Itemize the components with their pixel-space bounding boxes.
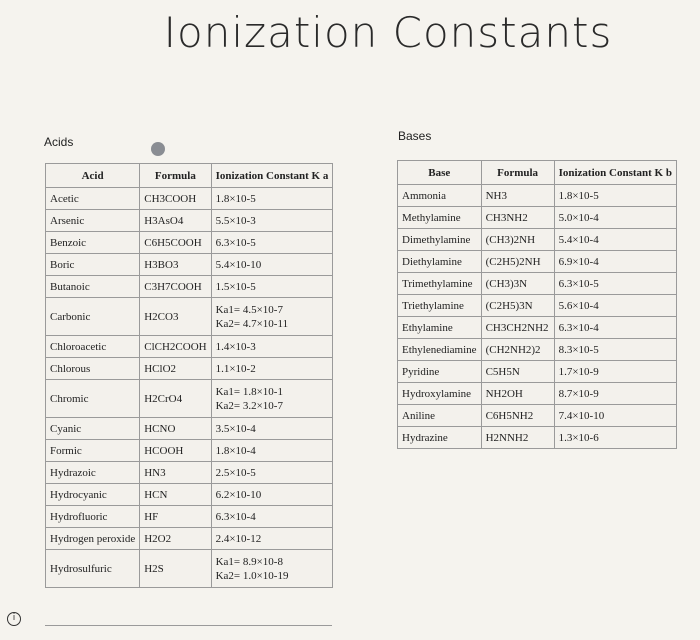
name-cell: Hydrogen peroxide xyxy=(46,528,140,550)
constant-ka1: Ka1= 1.8×10-1 xyxy=(215,385,283,398)
name-cell: Aniline xyxy=(398,405,482,427)
name-cell: Benzoic xyxy=(46,232,140,254)
constant-cell: 5.0×10-4 xyxy=(554,207,676,229)
name-cell: Chlorous xyxy=(46,358,140,380)
name-cell: Chloroacetic xyxy=(46,336,140,358)
constant-cell: 8.7×10-9 xyxy=(554,383,676,405)
table-row xyxy=(46,298,333,336)
table-row xyxy=(46,188,333,210)
name-cell: Methylamine xyxy=(398,207,482,229)
formula-cell: H2CO3 xyxy=(140,298,211,336)
table-row xyxy=(398,405,677,427)
constant-cell: 6.9×10-4 xyxy=(554,251,676,273)
constant-cell: 5.4×10-4 xyxy=(554,229,676,251)
constant-cell: 1.3×10-6 xyxy=(554,427,676,449)
name-cell: Diethylamine xyxy=(398,251,482,273)
name-cell: Carbonic xyxy=(46,298,140,336)
table-row xyxy=(46,550,333,588)
name-cell: Trimethylamine xyxy=(398,273,482,295)
name-cell: Hydrofluoric xyxy=(46,506,140,528)
bases-header-base: Base xyxy=(398,161,482,185)
constant-cell: 8.3×10-5 xyxy=(554,339,676,361)
constant-cell: 5.5×10-3 xyxy=(211,210,333,232)
name-cell: Hydrazoic xyxy=(46,462,140,484)
table-row xyxy=(46,462,333,484)
constant-cell: 1.1×10-2 xyxy=(211,358,333,380)
constant-cell: 1.8×10-5 xyxy=(554,185,676,207)
name-cell: Butanoic xyxy=(46,276,140,298)
constant-cell xyxy=(211,550,333,588)
table-row xyxy=(46,232,333,254)
table-continuation-edge xyxy=(45,625,332,640)
table-row xyxy=(46,380,333,418)
name-cell: Ammonia xyxy=(398,185,482,207)
formula-cell: HClO2 xyxy=(140,358,211,380)
name-cell: Dimethylamine xyxy=(398,229,482,251)
cursor-dot xyxy=(151,142,165,156)
constant-ka1: Ka1= 8.9×10-8 xyxy=(215,555,283,568)
name-cell: Arsenic xyxy=(46,210,140,232)
formula-cell: (C2H5)3N xyxy=(481,295,554,317)
table-row xyxy=(46,276,333,298)
bases-header-constant: Ionization Constant K b xyxy=(554,161,676,185)
constant-cell: 6.3×10-4 xyxy=(211,506,333,528)
formula-cell: C6H5NH2 xyxy=(481,405,554,427)
constant-ka1: Ka1= 4.5×10-7 xyxy=(215,303,283,316)
table-row xyxy=(398,185,677,207)
name-cell: Chromic xyxy=(46,380,140,418)
table-row xyxy=(46,418,333,440)
acids-header-constant: Ionization Constant K a xyxy=(211,164,333,188)
name-cell: Formic xyxy=(46,440,140,462)
constant-ka2: Ka2= 4.7×10-11 xyxy=(215,317,289,330)
name-cell: Hydrocyanic xyxy=(46,484,140,506)
formula-cell: ClCH2COOH xyxy=(140,336,211,358)
formula-cell: H2NNH2 xyxy=(481,427,554,449)
table-row xyxy=(46,506,333,528)
page-title: Ionization Constants xyxy=(163,8,613,57)
table-row xyxy=(46,358,333,380)
table-row xyxy=(398,295,677,317)
name-cell: Cyanic xyxy=(46,418,140,440)
constant-cell: 7.4×10-10 xyxy=(554,405,676,427)
constant-cell: 5.4×10-10 xyxy=(211,254,333,276)
formula-cell: C3H7COOH xyxy=(140,276,211,298)
formula-cell: (CH3)3N xyxy=(481,273,554,295)
table-row xyxy=(46,440,333,462)
table-row xyxy=(46,484,333,506)
constant-cell: 6.2×10-10 xyxy=(211,484,333,506)
formula-cell: H2S xyxy=(140,550,211,588)
constant-cell: 1.5×10-5 xyxy=(211,276,333,298)
info-icon[interactable]: i xyxy=(7,612,21,626)
name-cell: Ethylamine xyxy=(398,317,482,339)
formula-cell: H3AsO4 xyxy=(140,210,211,232)
formula-cell: H2CrO4 xyxy=(140,380,211,418)
constant-cell: 2.4×10-12 xyxy=(211,528,333,550)
formula-cell: HCNO xyxy=(140,418,211,440)
bases-header-formula: Formula xyxy=(481,161,554,185)
formula-cell: (CH3)2NH xyxy=(481,229,554,251)
constant-cell: 1.8×10-5 xyxy=(211,188,333,210)
constant-cell xyxy=(211,298,333,336)
table-row xyxy=(398,427,677,449)
constant-cell: 6.3×10-5 xyxy=(211,232,333,254)
constant-cell: 5.6×10-4 xyxy=(554,295,676,317)
formula-cell: HCN xyxy=(140,484,211,506)
formula-cell: (CH2NH2)2 xyxy=(481,339,554,361)
name-cell: Boric xyxy=(46,254,140,276)
table-row xyxy=(398,339,677,361)
name-cell: Pyridine xyxy=(398,361,482,383)
acids-table xyxy=(45,163,333,588)
formula-cell: C6H5COOH xyxy=(140,232,211,254)
formula-cell: CH3COOH xyxy=(140,188,211,210)
formula-cell: (C2H5)2NH xyxy=(481,251,554,273)
formula-cell: HCOOH xyxy=(140,440,211,462)
table-row xyxy=(398,361,677,383)
formula-cell: CH3CH2NH2 xyxy=(481,317,554,339)
table-row xyxy=(398,251,677,273)
formula-cell: C5H5N xyxy=(481,361,554,383)
acids-header-formula: Formula xyxy=(140,164,211,188)
constant-cell: 6.3×10-4 xyxy=(554,317,676,339)
name-cell: Hydrazine xyxy=(398,427,482,449)
table-row xyxy=(398,229,677,251)
constant-cell: 1.4×10-3 xyxy=(211,336,333,358)
name-cell: Acetic xyxy=(46,188,140,210)
bases-table xyxy=(397,160,677,449)
name-cell: Hydrosulfuric xyxy=(46,550,140,588)
table-row xyxy=(46,336,333,358)
constant-ka2: Ka2= 3.2×10-7 xyxy=(215,399,283,412)
acids-header-acid: Acid xyxy=(46,164,140,188)
constant-cell: 1.7×10-9 xyxy=(554,361,676,383)
formula-cell: HF xyxy=(140,506,211,528)
formula-cell: NH2OH xyxy=(481,383,554,405)
constant-cell: 1.8×10-4 xyxy=(211,440,333,462)
name-cell: Triethylamine xyxy=(398,295,482,317)
constant-cell xyxy=(211,380,333,418)
formula-cell: HN3 xyxy=(140,462,211,484)
name-cell: Ethylenediamine xyxy=(398,339,482,361)
constant-cell: 3.5×10-4 xyxy=(211,418,333,440)
table-row xyxy=(46,254,333,276)
table-row xyxy=(398,317,677,339)
table-row xyxy=(398,207,677,229)
table-row xyxy=(398,383,677,405)
formula-cell: NH3 xyxy=(481,185,554,207)
constant-cell: 6.3×10-5 xyxy=(554,273,676,295)
table-row xyxy=(398,273,677,295)
constant-ka2: Ka2= 1.0×10-19 xyxy=(215,569,289,582)
bases-section-label: Bases xyxy=(398,129,432,143)
table-row xyxy=(46,528,333,550)
formula-cell: H2O2 xyxy=(140,528,211,550)
formula-cell: CH3NH2 xyxy=(481,207,554,229)
formula-cell: H3BO3 xyxy=(140,254,211,276)
table-row xyxy=(46,210,333,232)
constant-cell: 2.5×10-5 xyxy=(211,462,333,484)
name-cell: Hydroxylamine xyxy=(398,383,482,405)
acids-section-label: Acids xyxy=(44,135,74,149)
